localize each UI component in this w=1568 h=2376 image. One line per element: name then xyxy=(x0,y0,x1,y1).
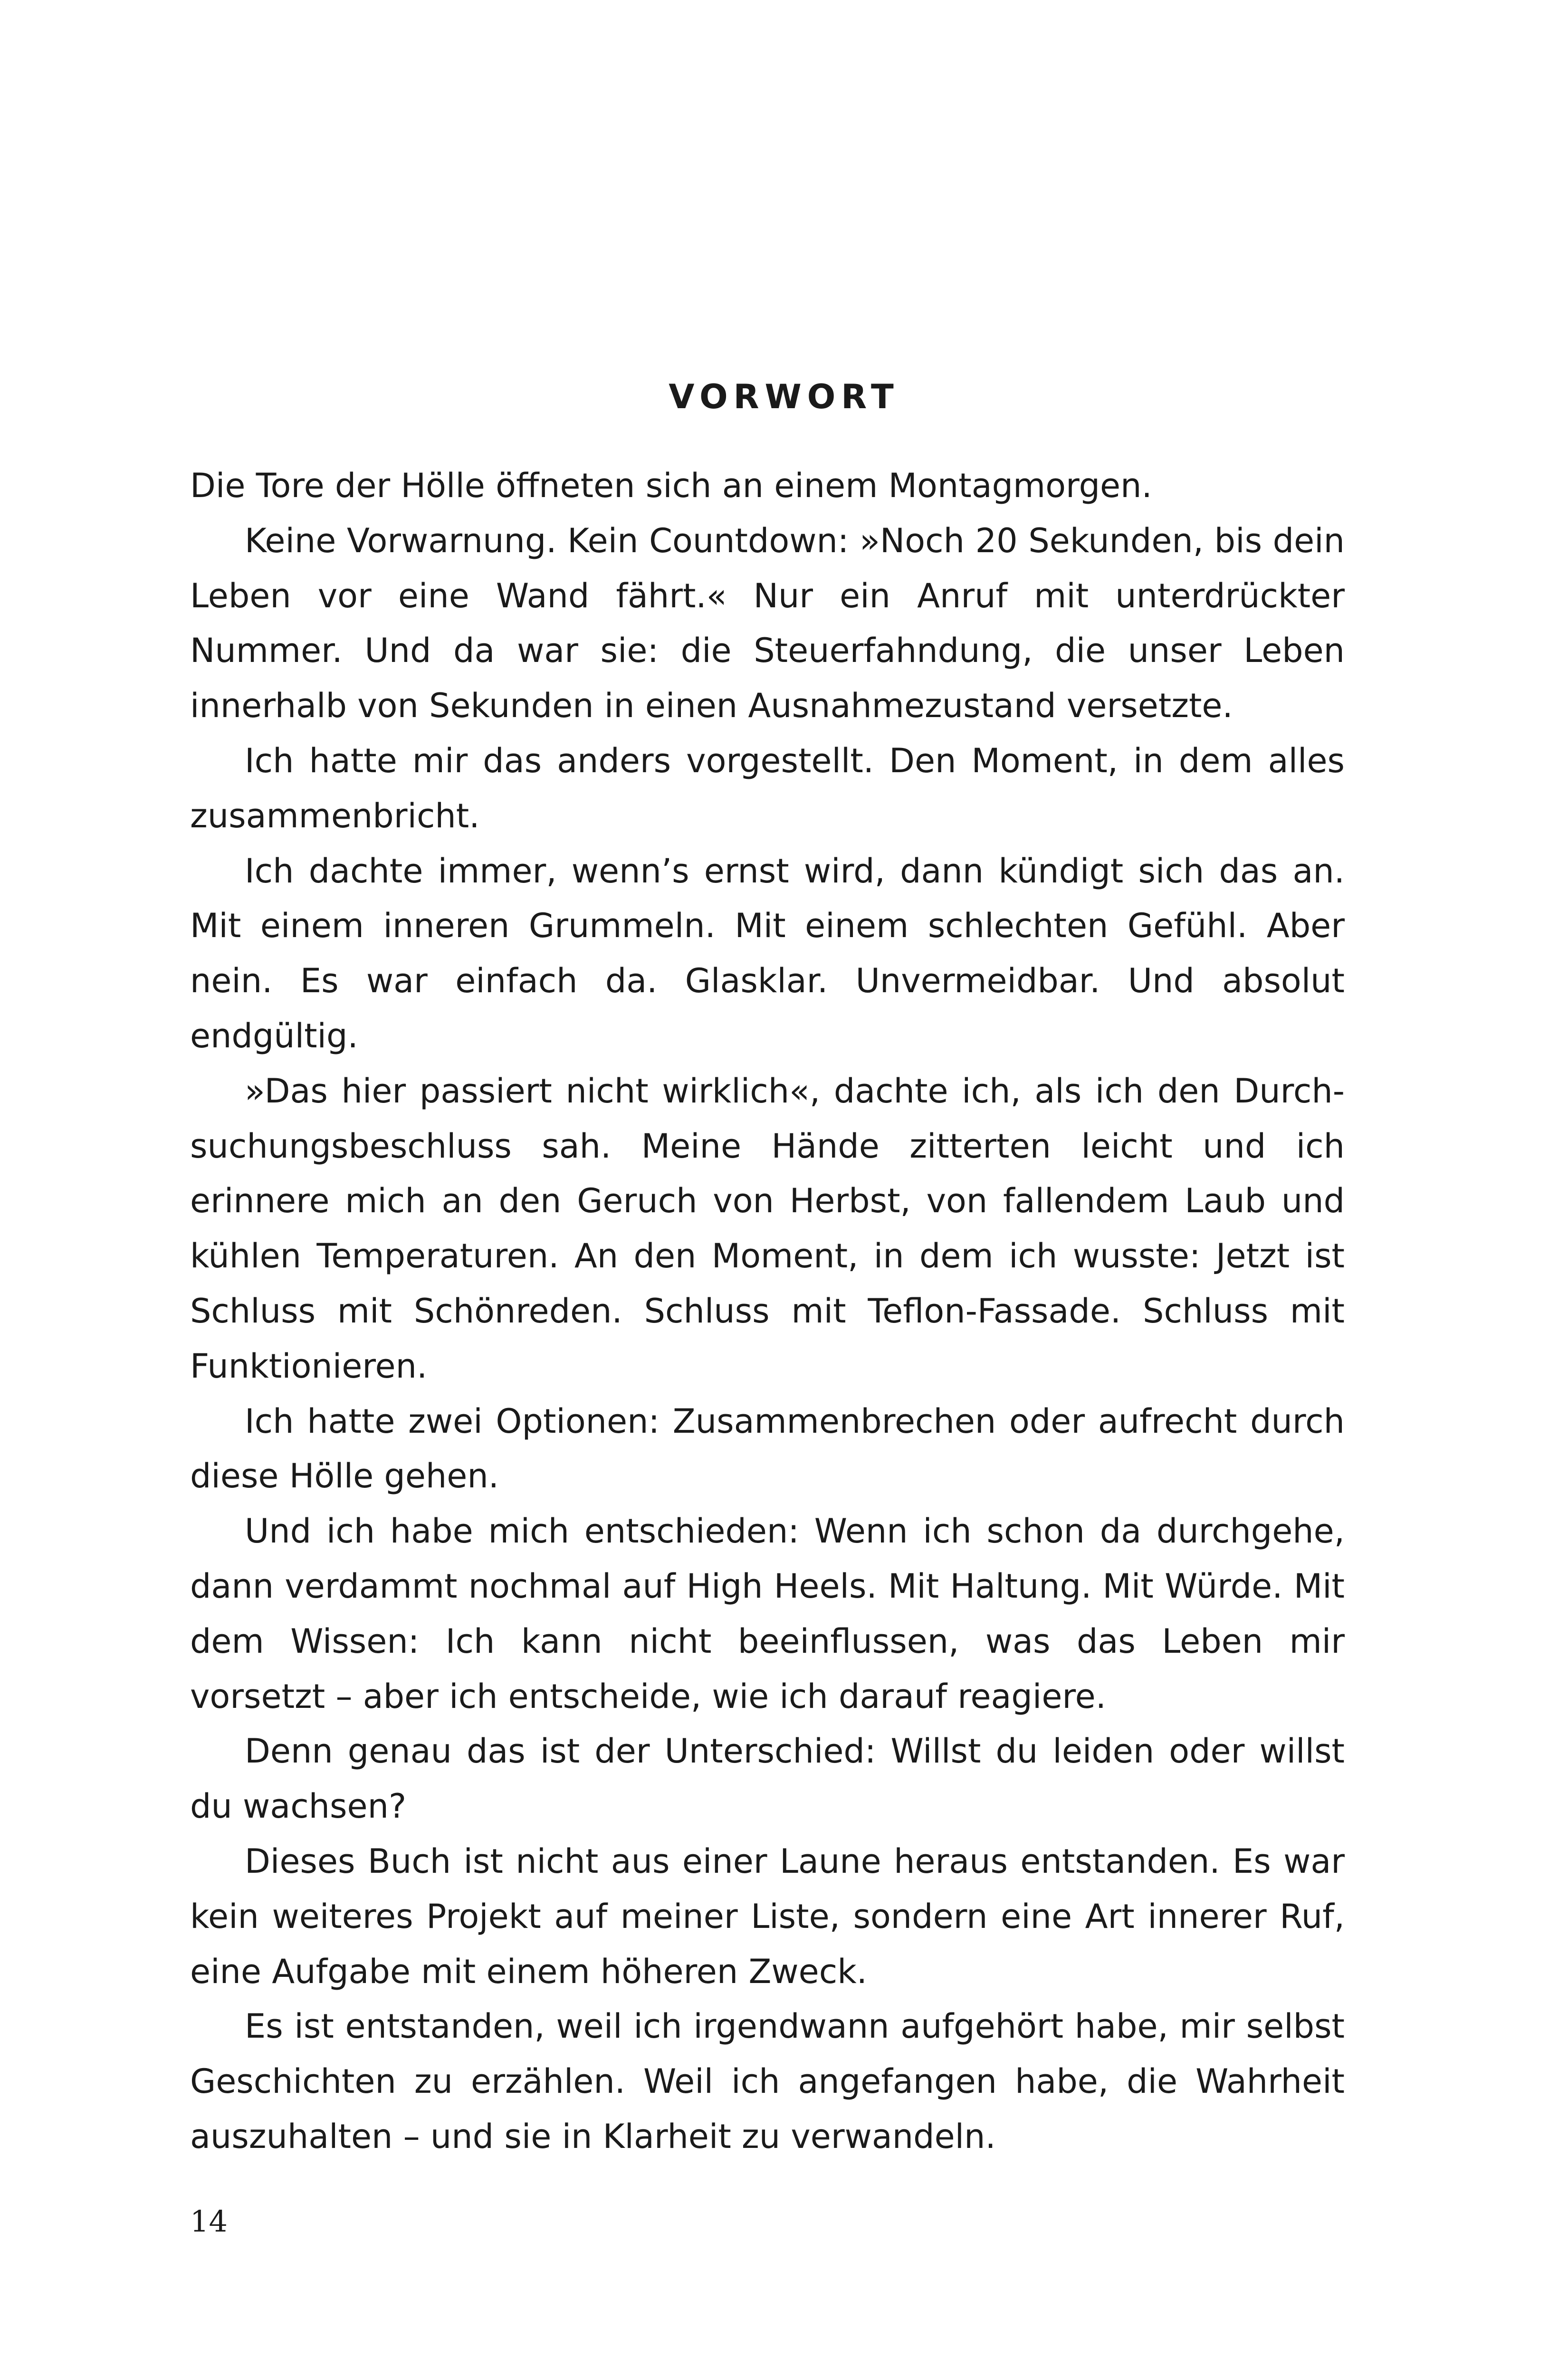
paragraph-10: Es ist entstanden, weil ich irgendwann aufgehört habe, mir selbst Geschichten zu erzählen. Weil ich angefangen habe, die Wahrheit auszuhalten – und sie in Klarheit zu verwandeln. xyxy=(190,2007,1345,2156)
paragraph-3: Ich hatte mir das anders vorgestellt. Den Moment, in dem alles zusammenbricht. xyxy=(190,741,1345,835)
paragraph-2: Keine Vorwarnung. Kein Countdown: »Noch 20 Sekunden, bis dein Leben vor eine Wand fährt.« Nur ein Anruf mit unterdrückter Nummer. Und da war sie: die Steuerfahndung, die unser Leben innerhalb von Sekunden in einen Ausnahmezustand versetzte. xyxy=(190,521,1345,726)
page-number: 14 xyxy=(190,2204,228,2239)
paragraph-4: Ich dachte immer, wenn’s ernst wird, dann kündigt sich das an. Mit einem inneren Grummeln. Mit einem schlechten Gefühl. Aber nein. Es war einfach da. Glasklar. Unvermeidbar. Und absolut endgültig. xyxy=(190,851,1345,1055)
paragraph-5: »Das hier passiert nicht wirklich«, dachte ich, als ich den Durchsuchungsbeschluss sah. Meine Hände zitterten leicht und ich erinnere mich an den Geruch von Herbst, von fallendem Laub und kühlen Temperaturen. An den Moment, in dem ich wusste: Jetzt ist Schluss mit Schönreden. Schluss mit Teflon-Fassade. Schluss mit Funktionieren. xyxy=(190,1071,1345,1386)
chapter-heading: VORWORT xyxy=(669,377,899,416)
paragraph-1: Die Tore der Hölle öffneten sich an einem Montagmorgen. xyxy=(190,466,1152,505)
paragraph-6: Ich hatte zwei Optionen: Zusammenbrechen oder aufrecht durch diese Hölle gehen. xyxy=(190,1401,1345,1496)
paragraph-7: Und ich habe mich entschieden: Wenn ich schon da durchgehe, dann verdammt nochmal auf High Heels. Mit Haltung. Mit Würde. Mit dem Wissen: Ich kann nicht beeinflussen, was das Leben mir vorsetzt – aber ich entscheide, wie ich darauf reagiere. xyxy=(190,1512,1345,1716)
paragraph-8: Denn genau das ist der Unterschied: Willst du leiden oder willst du wachsen? xyxy=(190,1732,1345,1826)
paragraph-9: Dieses Buch ist nicht aus einer Laune heraus entstanden. Es war kein weiteres Projekt auf meiner Liste, sondern eine Art innerer Ruf, eine Aufgabe mit einem höheren Zweck. xyxy=(190,1841,1345,1991)
body-text xyxy=(190,459,1345,2165)
